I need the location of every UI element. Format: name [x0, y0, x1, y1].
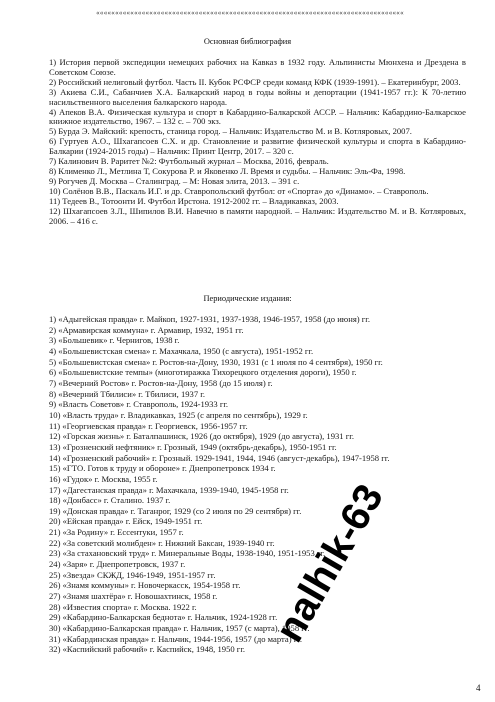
periodical-item: 28) «Известия спорта» г. Москва. 1922 г.	[49, 601, 197, 612]
bibliography-item: 4) Апеков В.А. Физическая культура и спорт в Кабардино-Балкарской АССР. – Нальчик: Кабардино-Балкарское книжное издательство, 1967. – 132 с. – 700 экз.	[49, 106, 466, 127]
bibliography-title: Основная библиография	[203, 37, 292, 46]
bibliography-item: 7) Калинович В. Раритет №2: Футбольный журнал – Москва, 2016, февраль.	[49, 156, 329, 167]
periodical-item: 32) «Каспийский рабочий» г. Каспийск, 1948, 1950 гг.	[49, 644, 246, 655]
periodical-item: 30) «Кабардино-Балкарская правда» г. Нальчик, 1957 (с марта), 1958 гг.	[49, 623, 310, 634]
periodical-item: 29) «Кабардино-Балкарская беднота» г. Нальчик, 1924-1928 гг.	[49, 612, 278, 623]
periodicals-list	[49, 314, 466, 655]
bibliography-item: 8) Клименко Л., Метлина Т, Сокурова Р. и Яковенко Л. Время и судьбы. – Нальчик: Эль-Фа, 1998.	[49, 165, 406, 176]
bibliography-item: 12) Шхагапсоев З.Л., Шипилов В.И. Навечно в памяти народной. – Нальчик: Издательство М. и В. Котляровых, 2006. – 416 с.	[49, 205, 466, 226]
periodical-item: 5) «Большевистская смена» г. Ростов-на-Дону, 1930, 1931 (с 1 июля по 4 сентября), 1950 гг.	[49, 356, 383, 367]
periodical-item: 31) «Кабардинская правда» г. Нальчик, 1944-1956, 1957 (до марта) гг.	[49, 633, 302, 644]
periodical-item: 16) «Гудок» г. Москва, 1955 г.	[49, 473, 158, 484]
page-number: 4	[476, 683, 481, 693]
periodical-item: 2) «Армавирская коммуна» г. Армавир, 1932, 1951 гг.	[49, 324, 244, 335]
periodical-item: 19) «Донская правда» г. Таганрог, 1929 (со 2 июля по 29 сентября) гг.	[49, 505, 302, 516]
bibliography-item: 10) Солёнов В.В., Паскаль И.Г. и др. Ставропольский футбол: от «Спорта» до «Динамо». – Ставрополь.	[49, 185, 429, 196]
periodical-item: 11) «Георгиевская правда» г. Георгиевск, 1956-1957 гг.	[49, 420, 248, 431]
periodical-item: 6) «Большевистские темпы» (многотиражка Тихорецкого отделения дороги), 1950 г.	[49, 367, 357, 378]
periodical-item: 18) «Донбасс» г. Сталино. 1937 г.	[49, 495, 171, 506]
bibliography-item: 1) История первой экспедиции немецких рабочих на Кавказ в 1932 году. Альпинисты Мюнхена и Дрездена в Советском Союзе.	[49, 57, 466, 77]
periodical-item: 20) «Ейская правда» г. Ейск, 1949-1951 гг.	[49, 516, 203, 527]
periodical-item: 3) «Большевик» г. Чернигов, 1938 г.	[49, 335, 180, 346]
bibliography-item: 5) Бурда Э. Майский: крепость, станица город. – Нальчик: Издательство М. и В. Котляровых, 2007.	[49, 126, 412, 137]
periodical-item: 27) «Знамя шахтёра» г. Новошахтинск, 1958 г.	[49, 591, 218, 602]
watermark: nalhik-63	[267, 477, 392, 650]
periodical-item: 1) «Адыгейская правда» г. Майкоп, 1927-1931, 1937-1938, 1946-1957, 1958 (до июня) гг.	[49, 314, 371, 324]
periodical-item: 8) «Вечерний Тбилиси» г. Тбилиси, 1937 г.	[49, 388, 205, 399]
bibliography-item: 11) Тедеев В., Тотоонти И. Футбол Ирстона. 1912-2002 гг. – Владикавказ, 2003.	[49, 195, 339, 206]
periodical-item: 7) «Вечерний Ростов» г. Ростов-на-Дону, 1958 (до 15 июля) г.	[49, 377, 273, 388]
periodical-item: 13) «Грозненский нефтяник» г. Грозный, 1949 (октябрь-декабрь), 1950-1951 гг.	[49, 441, 337, 452]
header-separator: «««««««««««««««««««««««««««««««««««««««««««««««««««««««««««««««««««««««««««««««««	[96, 9, 404, 17]
periodical-item: 4) «Большевистская смена» г. Махачкала, 1950 (с августа), 1951-1952 гг.	[49, 345, 314, 356]
periodical-item: 9) «Власть Советов» г. Ставрополь, 1924-1933 гг.	[49, 399, 229, 410]
periodicals-title: Периодические издания:	[203, 294, 292, 303]
periodical-item: 26) «Знамя коммуны» г. Новочеркасск, 1954-1958 гг.	[49, 580, 241, 591]
bibliography-item: 2) Российский нелиговый футбол. Часть II. Кубок РСФСР среди команд КФК (1939-1991). – Екатеринбург, 2003.	[49, 76, 461, 87]
periodical-item: 21) «За Родину» г. Ессентуки, 1957 г.	[49, 527, 184, 538]
bibliography-list	[49, 58, 466, 226]
periodical-item: 17) «Дагестанская правда» г. Махачкала, 1939-1940, 1945-1958 гг.	[49, 484, 289, 495]
periodical-item: 25) «Звезда» СКЖД, 1946-1949, 1951-1957 гг.	[49, 569, 216, 580]
periodical-item: 22) «За советский молибден» г. Нижний Баксан, 1939-1940 гг.	[49, 537, 275, 548]
periodical-item: 15) «ГТО. Готов к труду и обороне» г. Днепропетровск 1934 г.	[49, 463, 276, 474]
bibliography-item: 3) Акиева С.И., Сабанчиев Х.А. Балкарский народ в годы войны и депортации (1941-1957 гг.): К 70-летию насильственного выселения балкарского народа.	[49, 86, 466, 107]
periodical-item: 10) «Власть труда» г. Владикавказ, 1925 (с апреля по сентябрь), 1929 г.	[49, 409, 308, 420]
periodical-item: 12) «Горская жизнь» г. Баталпашинск, 1926 (до октября), 1929 (до августа), 1931 гг.	[49, 431, 354, 442]
bibliography-item: 6) Гуртуев А.О., Шхагапсоев С.Х. и др. Становление и развитие физической культуры и спорта в Кабардино-Балкарии (1924-2015 годы) – Нальчик: Принт Центр, 2017. – 320 с.	[49, 136, 466, 157]
bibliography-item: 9) Рогучев Д. Москва – Сталинград. – М: Новая элита, 2013. – 391 с.	[49, 175, 300, 186]
periodical-item: 24) «Заря» г. Днепропетровск, 1937 г.	[49, 559, 186, 570]
periodical-item: 23) «За стахановский труд» г. Минеральные Воды, 1938-1940, 1951-1953 гг.	[49, 548, 326, 559]
periodical-item: 14) «Грозненский рабочий» г. Грозный. 1929-1941, 1944, 1946 (август-декабрь), 1947-1958 гг.	[49, 452, 390, 463]
